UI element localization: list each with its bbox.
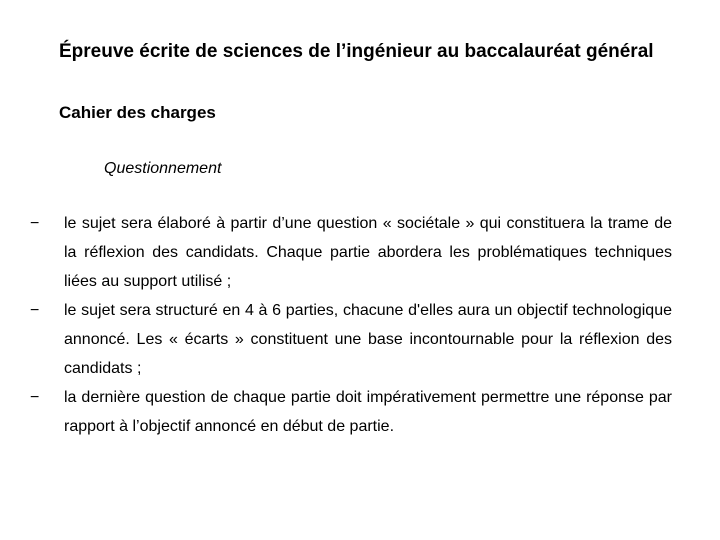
bullet-marker: − bbox=[30, 215, 40, 232]
list-item bbox=[30, 296, 672, 383]
section-heading: Cahier des charges bbox=[59, 103, 216, 122]
page-title: Épreuve écrite de sciences de l’ingénieur au baccalauréat général bbox=[59, 41, 654, 62]
list-item-text: la dernière question de chaque partie doit impérativement permettre une réponse par rapport à l’objectif annoncé en début de partie. bbox=[64, 389, 672, 435]
list-item bbox=[30, 383, 672, 441]
bullet-marker: − bbox=[30, 302, 40, 319]
bullet-list bbox=[30, 209, 672, 441]
list-item-text: le sujet sera élaboré à partir d’une question « sociétale » qui constituera la trame de la réflexion des candidats. Chaque partie abordera les problématiques techniques liées au support utilisé ; bbox=[64, 215, 672, 290]
subsection-heading: Questionnement bbox=[104, 160, 222, 177]
list-item-text: le sujet sera structuré en 4 à 6 parties, chacune d'elles aura un objectif technologique annoncé. Les « écarts » constituent une base incontournable pour la réflexion des candidats ; bbox=[64, 302, 672, 377]
list-item bbox=[30, 209, 672, 296]
bullet-marker: − bbox=[30, 389, 40, 406]
